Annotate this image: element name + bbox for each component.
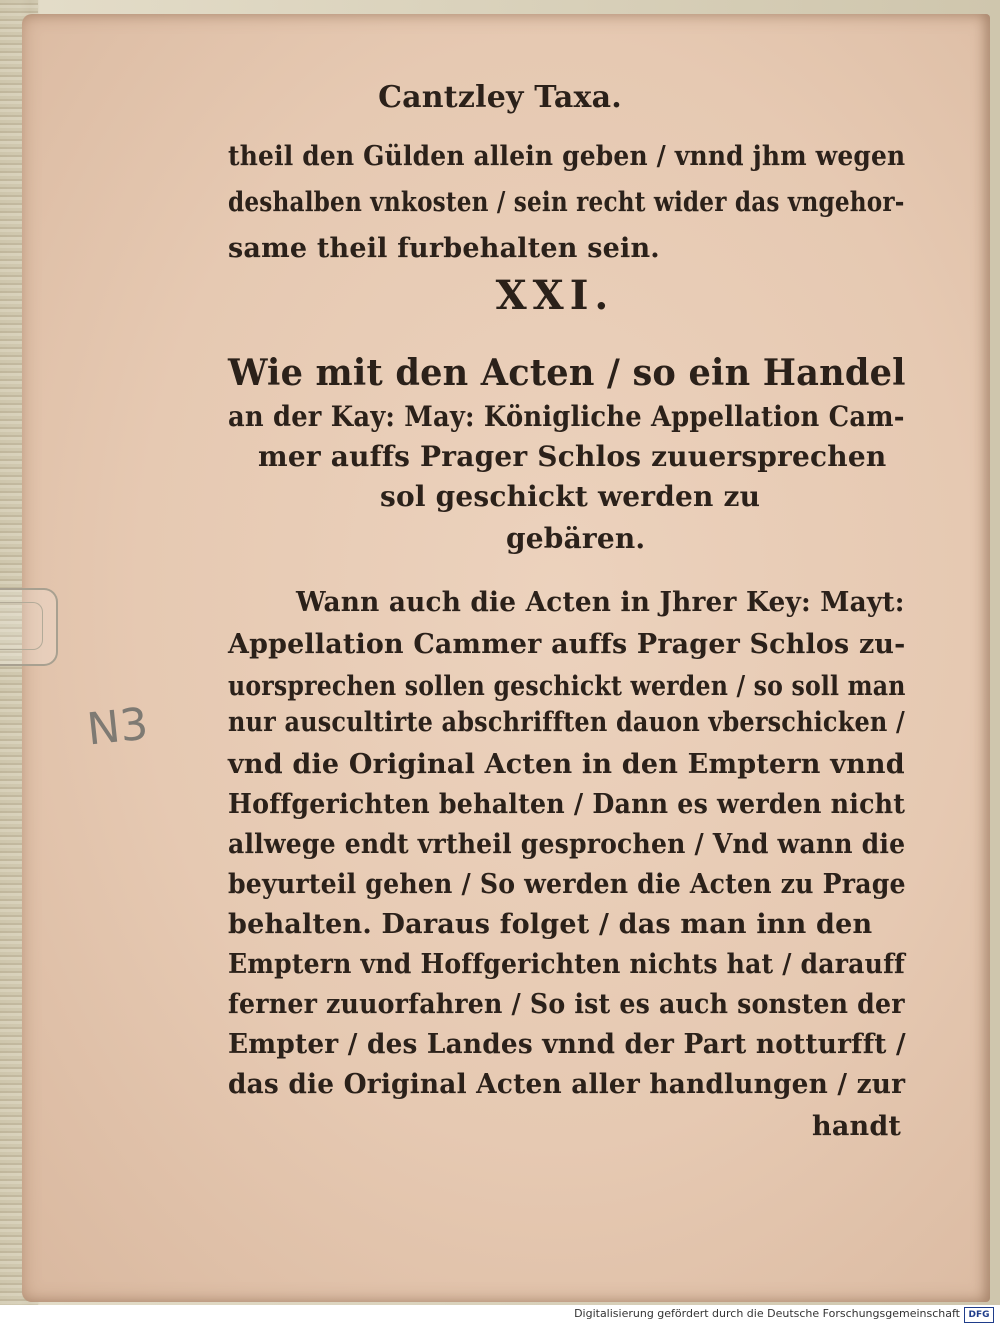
body-line: behalten. Daraus folget / das man inn den	[228, 909, 873, 940]
body-line: Empter / des Landes vnnd der Part notturfft /	[228, 1029, 906, 1060]
catchword: handt	[812, 1111, 902, 1142]
continuation-line: theil den Gülden allein geben / vnnd jhm wegen	[228, 141, 906, 172]
heading-line: gebären.	[506, 522, 646, 555]
body-line: ferner zuuorfahren / So ist es auch sonsten der	[228, 989, 905, 1020]
heading-line: an der Kay: May: Königliche Appellation Cam-	[228, 400, 905, 433]
body-line: nur auscultirte abschrifften dauon vberschicken /	[228, 707, 905, 738]
body-line: Hoffgerichten behalten / Dann es werden nicht	[228, 789, 906, 820]
chapter-number: XXI.	[495, 272, 615, 319]
heading-line: sol geschickt werden zu	[380, 480, 761, 513]
body-line: Wann auch die Acten in Jhrer Key: Mayt:	[296, 587, 905, 618]
heading-line: mer auffs Prager Schlos zuuersprechen	[258, 440, 887, 473]
body-line: beyurteil gehen / So werden die Acten zu Prage	[228, 869, 906, 900]
running-head: Cantzley Taxa.	[378, 80, 622, 115]
body-line: uorsprechen sollen geschickt werden / so soll man	[228, 671, 906, 702]
body-line: das die Original Acten aller handlungen / zur	[228, 1069, 906, 1100]
heading-line: Wie mit den Acten / so ein Handel	[228, 352, 906, 394]
continuation-line: deshalben vnkosten / sein recht wider das vngehor-	[228, 187, 905, 218]
body-line: vnd die Original Acten in den Emptern vnnd	[228, 749, 905, 780]
marginal-note: N3	[84, 698, 151, 756]
dfg-logo: DFG	[964, 1307, 994, 1323]
footer-credit: Digitalisierung gefördert durch die Deutsche Forschungsgemeinschaft	[574, 1307, 960, 1320]
continuation-line: same theil furbehalten sein.	[228, 233, 660, 264]
body-line: Emptern vnd Hoffgerichten nichts hat / darauff	[228, 949, 906, 980]
page-clip-inner	[0, 602, 43, 650]
body-line: allwege endt vrtheil gesprochen / Vnd wann die	[228, 829, 906, 860]
footer	[0, 1305, 1000, 1324]
body-line: Appellation Cammer auffs Prager Schlos zu-	[228, 629, 906, 660]
